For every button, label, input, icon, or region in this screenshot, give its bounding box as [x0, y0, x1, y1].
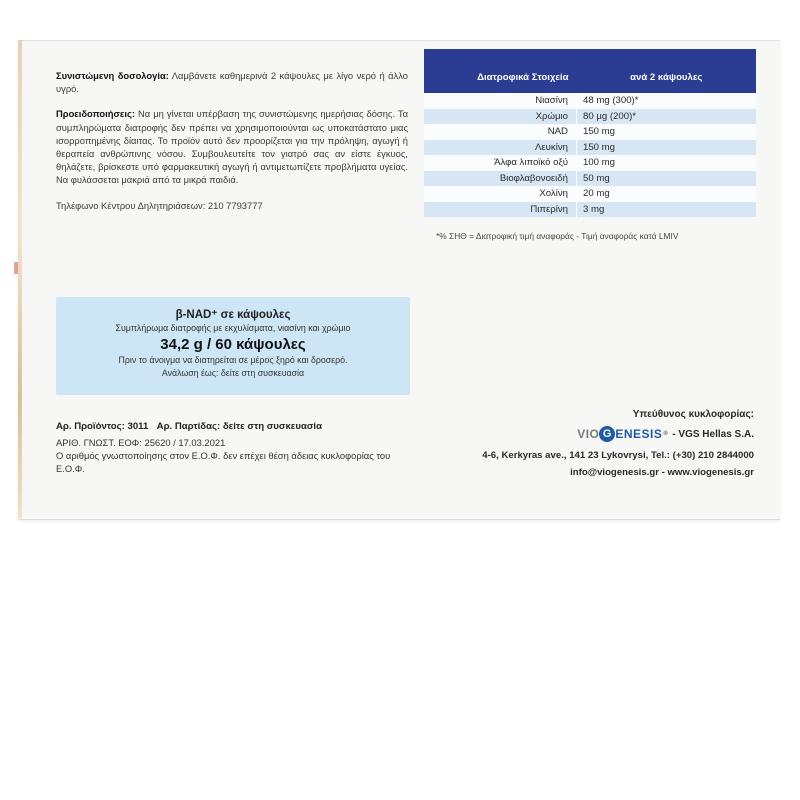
dosage-paragraph — [56, 69, 408, 95]
nutrition-footnote: *% ΣΗΘ = Διατροφική τιμή αναφοράς - Τιμή αναφοράς κατά LMIV — [436, 231, 679, 241]
package-back-panel — [18, 40, 780, 520]
dosage-label: Συνιστώμενη δοσολογία: — [56, 70, 169, 81]
nutrient-name: Πιπερίνη — [424, 202, 577, 218]
nutrient-value: 80 μg (200)* — [577, 109, 757, 125]
nutrient-value: 48 mg (300)* — [577, 93, 757, 109]
company-address: 4-6, Kerkyras ave., 141 23 Lykovrysi, Tel.: (+30) 210 2844000 — [482, 450, 754, 461]
warnings-label: Προειδοποιήσεις: — [56, 108, 135, 120]
nutrition-table-section — [424, 49, 756, 241]
nutrition-table — [424, 49, 756, 217]
nutrient-name: Χολίνη — [424, 186, 577, 202]
nutrient-value: 20 mg — [577, 186, 757, 202]
nutrition-header-name: Διατροφικά Στοιχεία — [424, 49, 577, 93]
left-column — [56, 69, 408, 212]
warnings-paragraph — [56, 107, 408, 186]
responsible-label: Υπεύθυνος κυκλοφορίας: — [632, 409, 754, 420]
dosage-text: Λαμβάνετε καθημερινά 2 κάψουλες με λίγο νερό ή άλλο υγρό. — [56, 70, 409, 95]
logo-vio-text: VIO — [577, 427, 600, 441]
nutrient-value: 150 mg — [577, 124, 757, 140]
batch-number: Αρ. Παρτίδας: δείτε στη συσκευασία — [156, 421, 322, 432]
table-row — [424, 202, 756, 218]
company-logo-line — [482, 426, 754, 442]
table-row — [424, 124, 756, 140]
nutrient-value: 3 mg — [577, 202, 757, 218]
table-row — [424, 140, 756, 156]
table-row — [424, 186, 756, 202]
table-row — [424, 155, 756, 171]
company-block — [482, 409, 754, 478]
nutrient-value: 100 mg — [577, 155, 757, 171]
company-name: - VGS Hellas S.A. — [672, 428, 754, 440]
table-row — [424, 109, 756, 125]
table-row — [424, 93, 756, 109]
product-title: β-NAD⁺ σε κάψουλες — [175, 309, 291, 321]
product-number: Αρ. Προϊόντος: 3011 — [56, 421, 149, 432]
nutrient-value: 50 mg — [577, 171, 757, 187]
nutrient-name: NAD — [424, 124, 577, 140]
viogenesis-logo — [577, 426, 668, 442]
nutrition-header-value: ανά 2 κάψουλες — [577, 49, 757, 93]
logo-registered-mark: ® — [663, 431, 669, 437]
logo-enesis-text: ENESIS — [615, 427, 663, 441]
notification-disclaimer: Ο αριθμός γνωστοποίησης στον Ε.Ο.Φ. δεν επέχει θέση άδειας κυκλοφορίας του Ε.Ο.Φ. — [56, 450, 391, 475]
expiry-note: Ανάλωση έως: δείτε στη συσκευασία — [161, 368, 305, 378]
nutrient-name: Βιοφλαβονοειδή — [424, 171, 577, 187]
poison-center-phone: Τηλέφωνο Κέντρου Δηλητηριάσεων: 210 7793777 — [56, 199, 263, 211]
box-left-edge — [18, 40, 22, 518]
product-info-box — [56, 297, 410, 395]
product-codes — [56, 421, 416, 476]
product-subtitle: Συμπλήρωμα διατροφής με εκχυλίσματα, νιασίνη και χρώμιο — [115, 323, 351, 333]
nutrient-name: Άλφα λιποϊκό οξύ — [424, 155, 577, 171]
logo-g-circle: G — [599, 426, 615, 442]
nutrient-value: 150 mg — [577, 140, 757, 156]
company-web-contact: info@viogenesis.gr - www.viogenesis.gr — [570, 467, 754, 478]
warnings-text: Να μη γίνεται υπέρβαση της συνιστώμενης ημερήσιας δόσης. Τα συμπληρώματα διατροφής δεν πρέπει να χρησιμοποιούνται ως υποκατάστατο μιας ισορροπημένης δίαιτας. Το προϊόν αυτό δεν προορίζεται για την πρόληψη, αγωγή ή θεραπεία ανθρώπινης νόσου. Συμβουλευτείτε τον γιατρό σας αν είστε έγκυος, θηλάζετε, βρίσκεστε υπό φαρμακευτική αγωγή ή αντιμετωπίζετε προβλήματα υγείας. Να φυλάσσεται μακριά από τα μικρά παιδιά. — [56, 108, 409, 186]
storage-note: Πριν το άνοιγμα να διατηρείται σε μέρος ξηρό και δροσερό. — [118, 355, 348, 365]
codes-row — [56, 421, 416, 432]
nutrient-name: Χρώμιο — [424, 109, 577, 125]
product-net-weight: 34,2 g / 60 κάψουλες — [160, 336, 306, 353]
nutrient-name: Λευκίνη — [424, 140, 577, 156]
nutrition-header-row — [424, 49, 756, 93]
table-row — [424, 171, 756, 187]
notification-number: ΑΡΙΘ. ΓΝΩΣΤ. ΕΟΦ: 25620 / 17.03.2021 — [56, 437, 226, 448]
nutrient-name: Νιασίνη — [424, 93, 577, 109]
